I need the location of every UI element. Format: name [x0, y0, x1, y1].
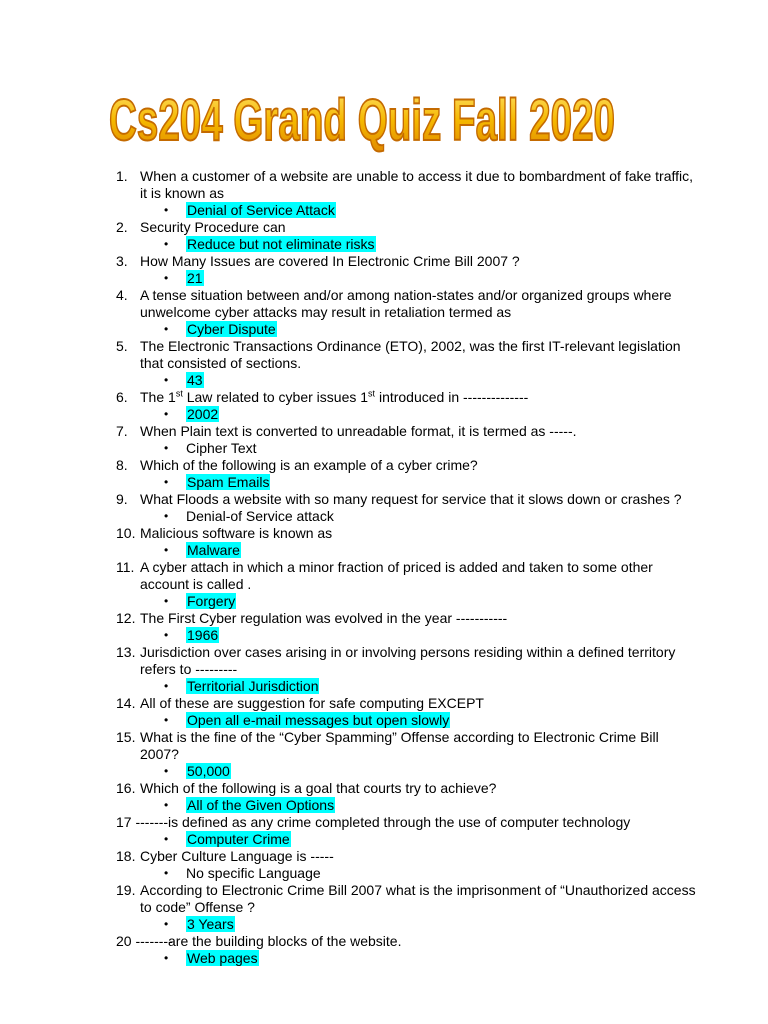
answer-text: Cipher Text — [186, 440, 257, 456]
question-number: 10. — [116, 525, 136, 541]
question-text: When a customer of a website are unable to access it due to bombardment of fake traffic, it is known as — [140, 168, 694, 201]
answer-text: 2002 — [187, 406, 219, 422]
question-number: 7. — [116, 423, 128, 439]
question-15 — [116, 729, 696, 763]
question-text: is defined as any crime completed through the use of computer technology — [168, 814, 631, 830]
question-11 — [116, 559, 696, 593]
question-10 — [116, 525, 696, 542]
question-text: Cyber Culture Language is ----- — [140, 848, 334, 864]
question-number: 14. — [116, 695, 136, 711]
bullet-icon: • — [164, 628, 169, 642]
answer-item — [116, 372, 696, 389]
bullet-icon: • — [164, 322, 169, 336]
question-number: 3. — [116, 253, 128, 269]
answer-item — [116, 865, 696, 882]
answer-text: 3 Years — [187, 916, 234, 932]
question-number: 11. — [116, 559, 135, 575]
bullet-icon: • — [164, 407, 169, 421]
question-20 — [116, 933, 696, 950]
answer-text: Territorial Jurisdiction — [187, 678, 319, 694]
answer-item — [116, 831, 696, 848]
question-text-part: The 1 — [140, 389, 176, 405]
question-number: 15. — [116, 729, 136, 745]
answer-text: 50,000 — [187, 763, 230, 779]
bullet-icon: • — [164, 237, 169, 251]
question-text: When Plain text is converted to unreadable format, it is termed as -----. — [140, 423, 577, 439]
bullet-icon: • — [164, 441, 169, 455]
answer-item — [116, 270, 696, 287]
question-text: are the building blocks of the website. — [168, 933, 402, 949]
bullet-icon: • — [164, 203, 169, 217]
question-text-part: introduced in -------------- — [375, 389, 529, 405]
question-text: According to Electronic Crime Bill 2007 what is the imprisonment of “Unauthorized access to code” Offense ? — [140, 882, 696, 915]
question-number: 12. — [116, 610, 136, 626]
question-number: 5. — [116, 338, 128, 354]
title-text: Cs204 Grand Quiz Fall 2020 — [109, 88, 615, 153]
question-text: What Floods a website with so many request for service that it slows down or crashes ? — [140, 491, 682, 507]
answer-item — [116, 508, 696, 525]
answer-text: Computer Crime — [187, 831, 290, 847]
answer-text: Cyber Dispute — [187, 321, 276, 337]
superscript: st — [175, 388, 183, 399]
answer-text: Web pages — [187, 950, 258, 966]
question-text: What is the fine of the “Cyber Spamming” Offense according to Electronic Crime Bill 2007? — [140, 729, 659, 762]
question-text: Jurisdiction over cases arising in or involving persons residing within a defined territory refers to --------- — [140, 644, 676, 677]
answer-text: Spam Emails — [187, 474, 270, 490]
question-text: All of these are suggestion for safe computing EXCEPT — [140, 695, 484, 711]
answer-item — [116, 542, 696, 559]
question-text: How Many Issues are covered In Electronic Crime Bill 2007 ? — [140, 253, 520, 269]
question-number: 2. — [116, 219, 128, 235]
question-1 — [116, 168, 696, 202]
page-title — [0, 78, 768, 162]
bullet-icon: • — [164, 373, 169, 387]
answer-item — [116, 202, 696, 219]
bullet-icon: • — [164, 594, 169, 608]
bullet-icon: • — [164, 679, 169, 693]
question-number: 19. — [116, 882, 136, 898]
question-number: 13. — [116, 644, 136, 660]
question-text: Which of the following is an example of a cyber crime? — [140, 457, 478, 473]
question-number: 20 -------- — [116, 933, 173, 949]
answer-item — [116, 474, 696, 491]
answer-item — [116, 712, 696, 729]
bullet-icon: • — [164, 713, 169, 727]
answer-text: Denial-of Service attack — [186, 508, 334, 524]
bullet-icon: • — [164, 475, 169, 489]
answer-text: All of the Given Options — [187, 797, 335, 813]
answer-text: Open all e-mail messages but open slowly — [187, 712, 450, 728]
answer-item — [116, 627, 696, 644]
quiz-list — [116, 168, 696, 967]
question-text: The Electronic Transactions Ordinance (ETO), 2002, was the first IT-relevant legislation that consisted of sections. — [140, 338, 681, 371]
question-9 — [116, 491, 696, 508]
question-16 — [116, 780, 696, 797]
answer-text: No specific Language — [186, 865, 321, 881]
answer-item — [116, 797, 696, 814]
answer-text: 21 — [187, 270, 203, 286]
question-number: 6. — [116, 389, 128, 405]
answer-item — [116, 678, 696, 695]
question-number: 4. — [116, 287, 128, 303]
bullet-icon: • — [164, 917, 169, 931]
answer-item — [116, 440, 696, 457]
question-14 — [116, 695, 696, 712]
answer-item — [116, 763, 696, 780]
answer-item — [116, 950, 696, 967]
answer-text: Forgery — [187, 593, 236, 609]
question-5 — [116, 338, 696, 372]
answer-text: Denial of Service Attack — [187, 202, 335, 218]
question-number: 16. — [116, 780, 136, 796]
answer-item — [116, 236, 696, 253]
question-6 — [116, 389, 696, 406]
question-text: The First Cyber regulation was evolved in the year ----------- — [140, 610, 508, 626]
question-number: 9. — [116, 491, 128, 507]
question-text: A cyber attach in which a minor fraction of priced is added and taken to some other account is called . — [140, 559, 653, 592]
question-2 — [116, 219, 696, 236]
question-8 — [116, 457, 696, 474]
answer-item — [116, 321, 696, 338]
question-text: A tense situation between and/or among nation-states and/or organized groups where unwelcome cyber attacks may result in retaliation termed as — [140, 287, 672, 320]
bullet-icon: • — [164, 866, 169, 880]
answer-text: Malware — [187, 542, 240, 558]
question-text — [140, 389, 528, 405]
bullet-icon: • — [164, 543, 169, 557]
bullet-icon: • — [164, 271, 169, 285]
question-number: 8. — [116, 457, 128, 473]
question-3 — [116, 253, 696, 270]
superscript: st — [368, 388, 376, 399]
answer-item — [116, 406, 696, 423]
bullet-icon: • — [164, 764, 169, 778]
answer-text: Reduce but not eliminate risks — [187, 236, 375, 252]
bullet-icon: • — [164, 951, 169, 965]
question-4 — [116, 287, 696, 321]
question-number: 18. — [116, 848, 136, 864]
question-12 — [116, 610, 696, 627]
question-text: Which of the following is a goal that courts try to achieve? — [140, 780, 497, 796]
bullet-icon: • — [164, 798, 169, 812]
answer-item — [116, 916, 696, 933]
bullet-icon: • — [164, 509, 169, 523]
question-number: 17 ------- — [116, 814, 169, 830]
question-7 — [116, 423, 696, 440]
question-13 — [116, 644, 696, 678]
question-text: Malicious software is known as — [140, 525, 333, 541]
bullet-icon: • — [164, 832, 169, 846]
question-19 — [116, 882, 696, 916]
question-text: Security Procedure can — [140, 219, 286, 235]
question-18 — [116, 848, 696, 865]
answer-text: 1966 — [187, 627, 219, 643]
question-17 — [116, 814, 696, 831]
answer-text: 43 — [187, 372, 203, 388]
question-number: 1. — [116, 168, 128, 184]
question-text-part: Law related to cyber issues 1 — [182, 389, 369, 405]
answer-item — [116, 593, 696, 610]
